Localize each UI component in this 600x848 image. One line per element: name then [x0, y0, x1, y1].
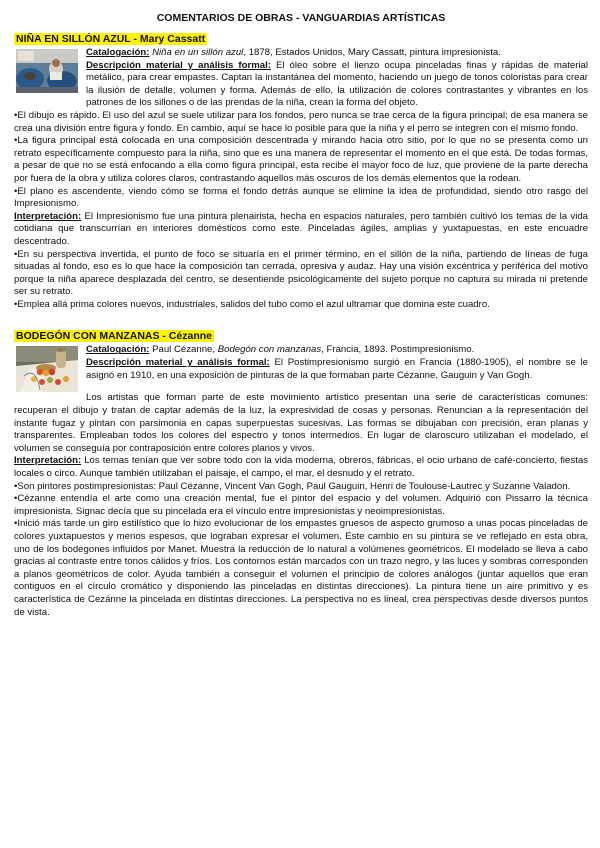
bullet-paragraph: •El dibujo es rápido. El uso del azul se suele utilizar para los fondos, pero nunca se trae cerca de la figura principal; de esa manera se crea una división entre figura y fondo. En cambio, aquí se hace lo posible para que la niña y el perro se integren con el mismo fondo.	[14, 109, 588, 134]
bullet-paragraph: •En su perspectiva invertida, el punto de foco se situaría en el primer término, en el sillón de la niña, partiendo de líneas de fuga situadas al fondo, eso es lo que hace la composición tan cerrada, opresiva y audaz. Hay una visión excéntrica y periférica del motivo porque la niña aparece desplazada del centro, se desentiende psicológicamente del sujeto porque no captura su mirada ni pretende ser su retrato.	[14, 248, 588, 298]
interpretation-paragraph	[14, 211, 588, 249]
catalog-details: , 1878, Estados Unidos, Mary Cassatt, pintura impresionista.	[243, 47, 501, 58]
bullet-paragraph: •El plano es ascendente, viendo cómo se forma el fondo detrás aunque se elimine la idea de profundidad, siendo otro rasgo del Impresionismo.	[14, 185, 588, 210]
catalog-line	[86, 344, 588, 357]
interpretation-label: Interpretación:	[14, 455, 82, 467]
catalog-label: Catalogación:	[86, 344, 150, 356]
description-paragraph	[86, 60, 588, 110]
bullet-paragraph: •Emplea allá prima colores nuevos, industriales, salidos del tubo como el azul ultramar que domina este cuadro.	[14, 298, 490, 310]
artwork-title-italic: Niña en un sillón azul	[152, 47, 244, 58]
interpretation-text: Los temas tenían que ver sobre todo con la vida moderna, obreros, fábricas, el ocio urbano de café-concierto, fiestas locales o circo. Aunque también utilizaban el paisaje, el campo, el mar, el desnudo y el retrato.	[14, 455, 588, 480]
description-text: El óleo sobre el lienzo ocupa pinceladas finas y rápidas de material metálico, para crear empastes. Captan la instantánea del momento, haciendo un juego de tonos coloristas para crear la ilusión de detalle, volumen y forma. Además de ello, la utilización de colores contrastantes y vibrantes en los patrones de los sillones o de las prendas de la niña, crean la forma del objeto.	[86, 59, 588, 109]
artwork-title-italic: Bodegón con manzanas	[217, 344, 322, 356]
catalog-label: Catalogación:	[86, 47, 150, 58]
description-paragraph	[86, 357, 588, 382]
catalog-details: , Francia, 1893. Postimpresionismo.	[321, 344, 475, 356]
section-header-block	[14, 344, 588, 392]
catalog-author: Paul Cézanne,	[149, 344, 218, 356]
bullet-paragraph: •Inició más tarde un giro estilístico que lo hizo evolucionar de los empastes gruesos de aspecto grumoso a unas pocas pinceladas de colores yuxtapuestos y menos espesos, que lograban expresar el volumen. Este cambio en su pintura se ve reflejado en esta obra, uno de los bodegones influidos por Manet. Muestra la reducción de lo natural a volúmenes geométricos. El modelado se lleva a cabo gracias al contraste entre tonos cálidos y fríos. Los contornos están marcados con un trazo negro, y las luces y sombras corresponden a planos geométricos de color. Ayuda también a conseguir el volumen el principio de colores análogos (juntar aquellos que eran contiguos en el círculo cromático y disponiendo las pinceladas en distintas direcciones). La pintura tiene un aire primitivo y es característica de Cezánne la pincelada en distintas direcciones. La perspectiva no es lineal, crea perspectivas desde diversos puntos de vista.	[14, 518, 588, 618]
painting-thumbnail-cezanne	[16, 346, 78, 392]
painting-thumbnail-cassatt	[16, 49, 78, 93]
section-gap	[14, 318, 588, 326]
document-title: COMENTARIOS DE OBRAS - VANGUARDIAS ARTÍSTICAS	[156, 12, 446, 24]
section-header-block	[14, 47, 588, 110]
section-title: BODEGÓN CON MANZANAS - Cézanne	[16, 330, 213, 343]
description-text: El Postimpresionismo surgió en Francia (1880-1905), el nombre se le asignó en 1910, en una exposición de pinturas de la que formaban parte Cézanne, Gauguin y Van Gogh.	[86, 357, 588, 381]
bullet-paragraph: •Cézanne entendía el arte como una creación mental, fue el pintor del espacio y del volumen. Adquirió con Pissarro la técnica impresionista. Signac decía que su pincelada era el vínculo entre impresionistas y neoimpresionistas.	[14, 493, 588, 517]
interpretation-label: Interpretación:	[14, 210, 82, 222]
section-title: NIÑA EN SILLÓN AZUL - Mary Cassatt	[16, 33, 206, 45]
description-label: Descripción material y análisis formal:	[86, 59, 271, 71]
description-label: Descripción material y análisis formal:	[86, 357, 270, 369]
section-cezanne	[14, 326, 588, 619]
interpretation-text: El Impresionismo fue una pintura plenairista, hecha en espacios naturales, pero también cultivó los temas de la vida cotidiana que transcurrían en interiores domésticos como este. Pinceladas ágiles, amplias y yuxtapuestas, en este encuadre descentrado.	[14, 210, 588, 247]
bullet-paragraph: •La figura principal está colocada en una composición descentrada y mirando hacia otro sitio, por lo que no se presenta como un retrato específicamente compuesto para la niña, sino que es una manera de representar el momento en el que está. De todas formas, a pesar de que no se está enfocando a ella como figura principal, esta recibe el mayor foco de luz, que proviene de la parte derecha por fuera de la obra y utiliza colores claros, contrastando aquellos más oscuros de los demás elementos que la rodean.	[14, 135, 588, 184]
catalog-line	[86, 47, 588, 60]
body-paragraph: Los artistas que forman parte de este movimiento artístico presentan una serie de características comunes: recuperan el dibujo y tratan de captar además de la luz, la expresividad de cosas y personas. Renuncian a la representación del instante fugaz y pintan con parsimonia en capas superpuestas sucesivas. Las formas se dibujaban con precisión, eran planas y transparentes. Empleaban todos los colores del espectro y tonos intermedios. En lugar de claroscuro utilizaban el modelado, el volumen se conseguía por contraposición entre colores planos y vivos.	[14, 392, 588, 454]
section-cassatt	[14, 29, 588, 311]
bullet-paragraph: •Son pintores postimpresionistas: Paul Cézanne, Vincent Van Gogh, Paul Gauguin, Henri de Toulouse-Lautrec y Suzanne Valadon.	[14, 480, 571, 492]
interpretation-paragraph	[14, 455, 588, 480]
